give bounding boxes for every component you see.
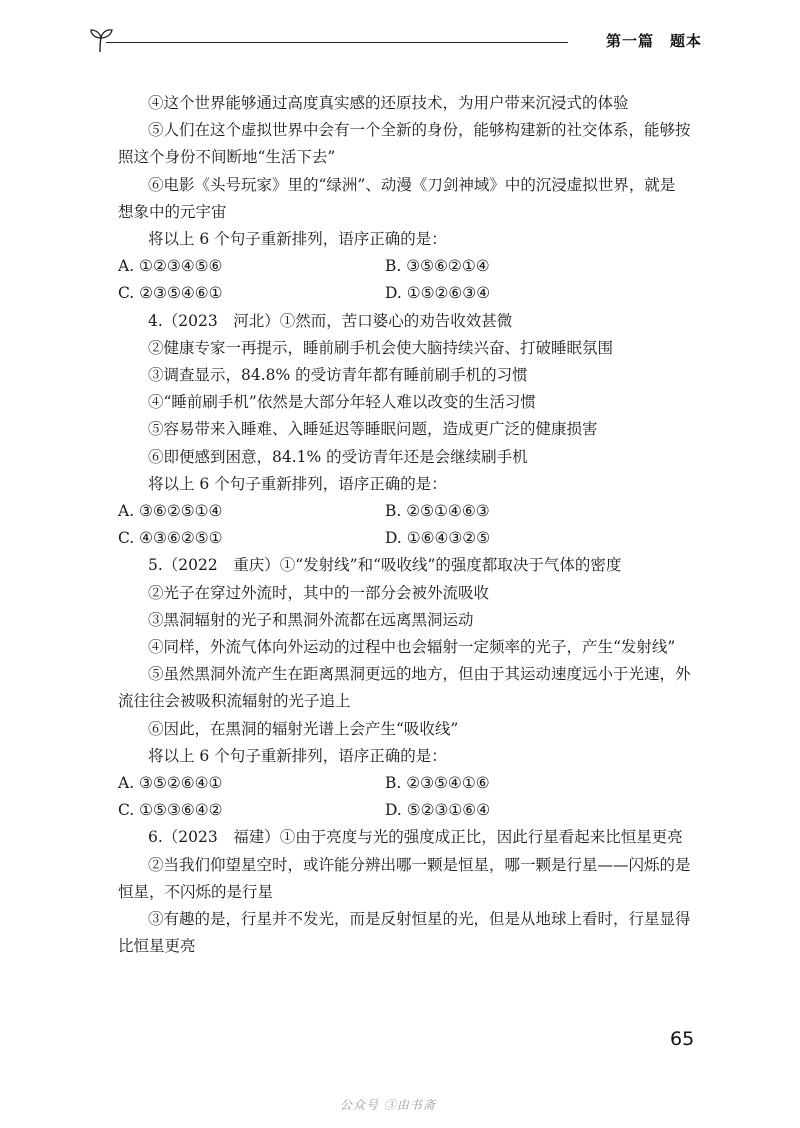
- answer-option: A. ③⑥②⑤①④: [118, 502, 223, 521]
- answer-options-row: [118, 253, 700, 280]
- text-line: 4.（2023 河北）①然而，苦口婆心的劝告收效甚微: [148, 311, 513, 330]
- text-line: ④同样，外流气体向外运动的过程中也会辐射一定频率的光子，产生“发射线”: [148, 638, 676, 657]
- question-body: [118, 90, 700, 961]
- text-line: ③黑洞辐射的光子和黑洞外流都在远离黑洞运动: [148, 610, 474, 629]
- text-line: ④这个世界能够通过高度真实感的还原技术，为用户带来沉浸式的体验: [148, 94, 629, 112]
- text-line: 流往往会被吸积流辐射的光子追上: [118, 692, 351, 711]
- answer-options-row: [118, 280, 700, 307]
- answer-option: A. ①②③④⑤⑥: [118, 257, 223, 276]
- text-line: ③有趣的是，行星并不发光，而是反射恒星的光，但是从地球上看时，行星显得: [148, 910, 691, 929]
- sprout-icon: [88, 26, 116, 54]
- answer-option: B. ②⑤①④⑥③: [385, 502, 490, 521]
- text-line: ⑥即便感到困意，84.1% 的受访青年还是会继续刷手机: [148, 447, 528, 466]
- text-line: 将以上 6 个句子重新排列，语序正确的是：: [148, 474, 447, 493]
- text-line: 5.（2022 重庆）①“发射线”和“吸收线”的强度都取决于气体的密度: [148, 556, 622, 575]
- answer-option: C. ④③⑥②⑤①: [118, 529, 223, 548]
- answer-options-row: [118, 525, 700, 552]
- text-line: ③调查显示，84.8% 的受访青年都有睡前刷手机的习惯: [148, 366, 528, 385]
- text-line: ⑥因此，在黑洞的辐射光谱上会产生“吸收线”: [148, 719, 459, 738]
- text-line: ⑤容易带来入睡难、入睡延迟等睡眠问题，造成更广泛的健康损害: [148, 420, 598, 439]
- text-line: 照这个身份不间断地“生活下去”: [118, 148, 336, 167]
- section-title: 第一篇 题本: [605, 32, 702, 50]
- text-line: ②光子在穿过外流时，其中的一部分会被外流吸收: [148, 583, 490, 602]
- answer-option: C. ①⑤③⑥④②: [118, 801, 223, 820]
- text-line: ②当我们仰望星空时，或许能分辨出哪一颗是恒星，哪一颗是行星——闪烁的是: [148, 855, 691, 874]
- text-line: ⑤虽然黑洞外流产生在距离黑洞更远的地方，但由于其运动速度远小于光速，外: [148, 665, 691, 684]
- footer-watermark: 公众号 ③由书斋: [340, 1098, 436, 1112]
- text-line: 将以上 6 个句子重新排列，语序正确的是：: [148, 746, 447, 765]
- answer-options-row: [118, 770, 700, 797]
- text-line: 6.（2023 福建）①由于亮度与光的强度成正比，因此行星看起来比恒星更亮: [148, 828, 683, 847]
- text-line: ⑤人们在这个虚拟世界中会有一个全新的身份，能够构建新的社交体系，能够按: [148, 121, 691, 140]
- text-line: 想象中的元宇宙: [118, 202, 227, 221]
- answer-options-row: [118, 797, 700, 824]
- text-line: ④“睡前刷手机”依然是大部分年轻人难以改变的生活习惯: [148, 393, 536, 412]
- page-header: [88, 26, 702, 56]
- header-rule: [106, 42, 568, 43]
- page-number: 65: [670, 1028, 695, 1050]
- answer-option: B. ②③⑤④①⑥: [385, 774, 490, 793]
- answer-option: C. ②③⑤④⑥①: [118, 284, 223, 303]
- text-line: ②健康专家一再提示，睡前刷手机会使大脑持续兴奋、打破睡眠氛围: [148, 338, 614, 357]
- answer-option: D. ①⑥④③②⑤: [385, 529, 491, 548]
- text-line: 比恒星更亮: [118, 937, 196, 956]
- text-line: 将以上 6 个句子重新排列，语序正确的是：: [148, 230, 447, 249]
- text-line: ⑥电影《头号玩家》里的“绿洲”、动漫《刀剑神域》中的沉浸虚拟世界，就是: [148, 175, 676, 194]
- answer-option: A. ③⑤②⑥④①: [118, 774, 223, 793]
- answer-option: D. ⑤②③①⑥④: [385, 801, 491, 820]
- answer-option: B. ③⑤⑥②①④: [385, 257, 490, 276]
- answer-options-row: [118, 498, 700, 525]
- answer-option: D. ①⑤②⑥③④: [385, 284, 491, 303]
- text-line: 恒星，不闪烁的是行星: [118, 882, 274, 901]
